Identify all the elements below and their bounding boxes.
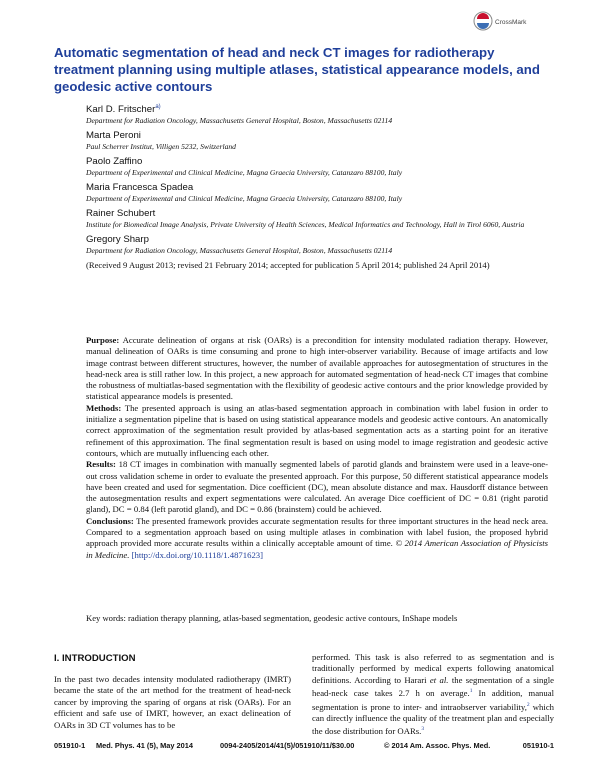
abstract-purpose-text: Accurate delineation of organs at risk (OARs) is a precondition for intensity modulated radiation therapy. However, manual delineation of OARs is time consuming and prone to high inter-observer variability. Because of image artifacts and low image contrast between different structures, however, the number of available approaches for autosegmentation of structures in the head-neck area is still rather low. In this project, a new approach for automated segmentation of head-neck CT images that combine the robustness of multiatlas-based segmentation with the flexibility of geodesic active contours and the prior knowledge provided by statistical appearance models is presented. bbox=[86, 335, 548, 402]
body-column-right: performed. This task is also referred to as segmentation and is traditionally performed by medical experts following anatomical definitions. According to Harari et al. the segmentation of a single head-neck case takes 2.7 h on average.$^1$ In addition, manual segmentation is prone to inter- and intraobserver variability,$^2$ which can directly influence the quality of the treatment plan and especially the dose distribution for OARs.$^3$ bbox=[312, 652, 555, 737]
section-heading: I. INTRODUCTION bbox=[54, 653, 136, 664]
author-entry bbox=[86, 182, 546, 204]
author-entry bbox=[86, 130, 546, 152]
author-affiliation: Department for Radiation Oncology, Massachusetts General Hospital, Boston, Massachusetts 02114 bbox=[86, 116, 393, 126]
author-name: Gregory Sharp bbox=[86, 234, 149, 246]
publication-dates: (Received 9 August 2013; revised 21 February 2014; accepted for publication 5 April 2014; published 24 April 2014) bbox=[86, 260, 490, 271]
abstract-copyright: © 2014 American Association of Physicists in Medicine. bbox=[86, 538, 549, 560]
body-column-left: In the past two decades intensity modulated radiotherapy (IMRT) became the state of the art method for the treatment of head-neck cancer by improving the sparing of organs at risk (OARs). For an efficient and safe use of IMRT, however, an exact delineation of OARs in 3D CT volumes has to be bbox=[54, 674, 291, 730]
page-footer bbox=[54, 741, 554, 753]
keywords: Key words: radiation therapy planning, atlas-based segmentation, geodesic active contours, InShape models bbox=[86, 613, 458, 623]
author-entry bbox=[86, 156, 546, 178]
abstract-conclusions bbox=[86, 516, 548, 561]
author-affiliation: Institute for Biomedical Image Analysis, Private University of Health Sciences, Medical Informatics and Technology, Hall in Tirol 6060, Austria bbox=[86, 220, 525, 230]
crossmark-badge[interactable] bbox=[472, 8, 528, 34]
abstract-results-text: 18 CT images in combination with manually segmented labels of parotid glands and brainstem were used in a leave-one-out cross validation scheme in order to evaluate the presented approach. For this purpose, 50 different statistical appearance models have been created and used for segmentation. Dice coefficient (DC), mean absolute distance and max. Hausdorff distance between the autosegmentation results and expert segmentations were calculated. An average Dice coefficient of DC = 0.81 (right parotid gland), DC = 0.84 (left parotid gland), and DC = 0.86 (brainstem) could be achieved. bbox=[86, 459, 548, 515]
author-affiliation: Paul Scherrer Institut, Villigen 5232, Switzerland bbox=[86, 142, 236, 152]
citation-ref[interactable]: 1 bbox=[469, 688, 473, 695]
author-entry bbox=[86, 101, 546, 126]
author-affiliation: Department of Experimental and Clinical Medicine, Magna Graecia University, Catanzaro 88100, Italy bbox=[86, 194, 403, 204]
author-name: Maria Francesca Spadea bbox=[86, 182, 194, 194]
abstract-purpose-label: Purpose: bbox=[86, 335, 120, 345]
abstract-methods-label: Methods: bbox=[86, 402, 122, 413]
author-entry bbox=[86, 234, 546, 256]
footer-article-number-right: 051910-1 bbox=[522, 741, 554, 750]
abstract-conclusions-text: The presented framework provides accurate segmentation results for three important structures in the head neck area. Compared to a segmentation approach based on using multiple atlases in combination with label fusion, the proposed hybrid approach provided more accurate results within a clinically acceptable amount of time. bbox=[86, 515, 548, 549]
crossmark-icon bbox=[472, 8, 528, 34]
footer-journal: Med. Phys. 41 (5), May 2014 bbox=[96, 741, 193, 750]
abstract-methods-text: The presented approach is using an atlas-based segmentation approach in combination with label fusion in order to initialize a segmentation pipeline that is based on using statistical appearance models and geodesic active contours. An anatomically correct approximation of the segmentation result provided by atlas-based segmentation acts as a starting point for an iterative refinement of this approximation. The final segmentation result is based on using model to image registration and geodesic active contours, which are mutually influencing each other. bbox=[86, 402, 548, 458]
author-name: Rainer Schubert bbox=[86, 208, 156, 220]
doi-link[interactable]: [http://dx.doi.org/10.1118/1.4871623] bbox=[131, 549, 264, 560]
author-footnote-mark[interactable]: a) bbox=[155, 104, 161, 110]
abstract-results-label: Results: bbox=[86, 459, 116, 470]
footer-issn: 0094-2405/2014/41(5)/051910/11/$30.00 bbox=[220, 741, 355, 750]
paper-title: Automatic segmentation of head and neck CT images for radiotherapy treatment planning using multiple atlases, statistical appearance models, and geodesic active contours bbox=[54, 45, 540, 94]
abstract-results bbox=[86, 459, 548, 515]
citation-ref[interactable]: 3 bbox=[421, 726, 425, 733]
author-name: Paolo Zaffino bbox=[86, 156, 143, 168]
svg-text:CrossMark: CrossMark bbox=[495, 19, 527, 26]
abstract bbox=[86, 335, 548, 561]
footer-society: © 2014 Am. Assoc. Phys. Med. bbox=[384, 741, 491, 750]
author-list bbox=[86, 101, 546, 272]
author-entry bbox=[86, 208, 546, 230]
abstract-conclusions-label: Conclusions: bbox=[86, 515, 134, 526]
author-name: Marta Peroni bbox=[86, 130, 141, 142]
citation-ref[interactable]: 2 bbox=[526, 701, 530, 708]
footer-article-number: 051910-1 bbox=[54, 741, 86, 750]
author-name: Karl D. Fritscher bbox=[86, 104, 156, 116]
author-affiliation: Department for Radiation Oncology, Massachusetts General Hospital, Boston, Massachusetts 02114 bbox=[86, 246, 393, 256]
abstract-purpose bbox=[86, 335, 548, 403]
author-affiliation: Department of Experimental and Clinical Medicine, Magna Graecia University, Catanzaro 88100, Italy bbox=[86, 168, 403, 178]
abstract-methods bbox=[86, 403, 548, 459]
